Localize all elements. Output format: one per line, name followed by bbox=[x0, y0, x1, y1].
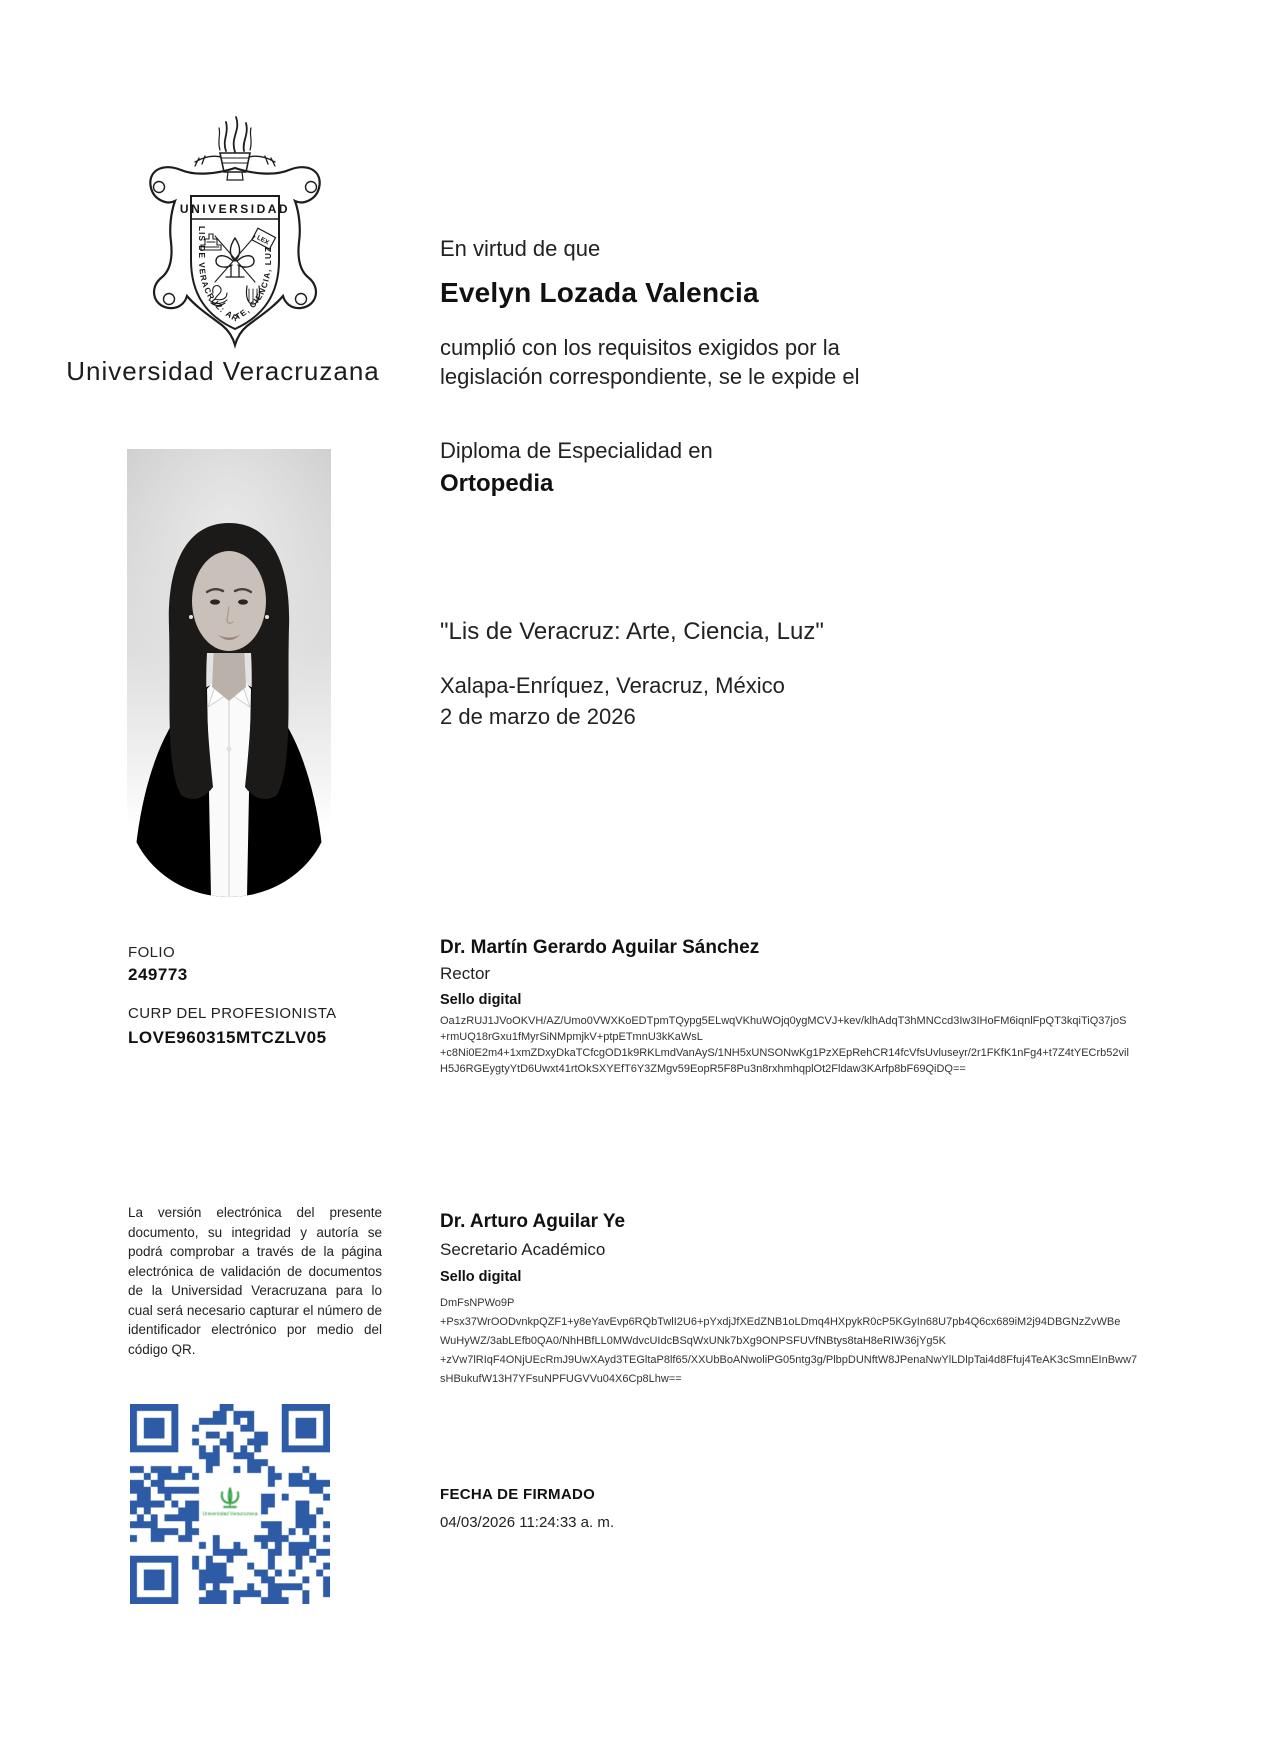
curp-value: LOVE960315MTCZLV05 bbox=[128, 1028, 327, 1047]
crest-drawing bbox=[125, 110, 345, 352]
motto-quote: "Lis de Veracruz: Arte, Ciencia, Luz" bbox=[440, 618, 824, 645]
seal-hash-line: sHBukufW13H7YFsuNPFUGVVu04X6Cp8Lhw== bbox=[440, 1373, 682, 1385]
graduate-photo bbox=[127, 449, 331, 897]
secretary-seal-label: Sello digital bbox=[440, 1269, 522, 1285]
seal-hash-line: DmFsNPWo9P bbox=[440, 1297, 515, 1309]
folio-value: 249773 bbox=[128, 965, 188, 984]
secretary-seal-hash bbox=[440, 1294, 1140, 1389]
statement-text: cumplió con los requisitos exigidos por la legislación correspondiente, se le expide el bbox=[440, 335, 860, 389]
folio-label: FOLIO bbox=[128, 944, 176, 961]
issue-place: Xalapa-Enríquez, Veracruz, México bbox=[440, 673, 785, 698]
seal-hash-line: +rmUQ18rGxu1fMyrSiNMpmjkV+ptpETmnU3kKaWsL bbox=[440, 1031, 703, 1043]
rector-seal-label: Sello digital bbox=[440, 992, 522, 1008]
crest-motto-arc: LIS DE VERACRUZ: ARTE, CIENCIA, LUZ bbox=[196, 226, 274, 324]
rector-title: Rector bbox=[440, 964, 491, 983]
seal-hash-line: +zVw7lRIqF4ONjUEcRmJ9UwXAyd3TEGltaP8lf65/XXUbBoANwoliPG05ntg3g/PlbpDUNftW8JPenaNwYlLDlpTai4d8Ffuj4TeAK3cSmnEInBww7 bbox=[440, 1354, 1138, 1366]
seal-hash-line: H5J6RGEygtyYtD6Uwxt41rtOkSXYEfT6Y3ZMgv59EopR5F8Pu3n8rxhmhqplOt2Fldaw3KArfp8bF69QiDQ== bbox=[440, 1063, 966, 1075]
seal-hash-line: +c8Ni0E2m4+1xmZDxyDkaTCfcgOD1k9RKLmdVanAyS/1NH5xUNSONwKg1PzXEpRehCR14fcVfsUvluseyr/2r1FKfK1nFg4+t7Z4tYECrb52vil bbox=[440, 1047, 1129, 1059]
recipient-name: Evelyn Lozada Valencia bbox=[440, 277, 759, 308]
university-name: Universidad Veracruzana bbox=[66, 356, 380, 386]
validation-note: La versión electrónica del presente documento, su integridad y autoría se podrá comprobar a través de la página electrónica de validación de documentos de la Universidad Veracruzana para lo cual será necesario capturar el número de identificador electrónico por medio del código QR. bbox=[128, 1205, 382, 1357]
secretary-name: Dr. Arturo Aguilar Ye bbox=[440, 1211, 626, 1232]
seal-hash-line: WuHyWZ/3abLEfb0QA0/NhHBfLL0MWdvcUIdcBSqWxUNk7bXg9ONPSFUVfNBtys8taH8eRIW36jYg5K bbox=[440, 1335, 946, 1347]
degree-name: Ortopedia bbox=[440, 470, 554, 497]
signing-date-label: FECHA DE FIRMADO bbox=[440, 1486, 596, 1503]
rector-seal-hash bbox=[440, 1013, 1140, 1077]
university-crest bbox=[125, 110, 345, 352]
rector-name: Dr. Martín Gerardo Aguilar Sánchez bbox=[440, 937, 760, 958]
signing-date-value: 04/03/2026 11:24:33 a. m. bbox=[440, 1514, 615, 1531]
issue-date: 2 de marzo de 2026 bbox=[440, 704, 636, 729]
secretary-title: Secretario Académico bbox=[440, 1240, 606, 1259]
seal-hash-line: Oa1zRUJ1JVoOKVH/AZ/Umo0VWXKoEDTpmTQypg5ELwqVKhuWOjq0ygMCVJ+kev/klhAdqT3hMNCcd3Iw3IHoFM6iqnlFpQT3kqiTiQ37joS bbox=[440, 1015, 1127, 1027]
portrait-drawing bbox=[127, 449, 331, 897]
degree-label: Diploma de Especialidad en bbox=[440, 438, 713, 463]
seal-hash-line: +Psx37WrOODvnkpQZF1+y8eYavEvp6RQbTwlI2U6+pYxdjJfXEdZNB1oLDmq4HXpykR0cP5KGyIn68U7pb4Q6cx689iM2j94DBGNzZvWBe bbox=[440, 1316, 1121, 1328]
validation-qr-code bbox=[130, 1404, 330, 1604]
crest-banner-text: UNIVERSIDAD bbox=[179, 202, 291, 216]
preamble-text: En virtud de que bbox=[440, 236, 601, 261]
curp-label: CURP DEL PROFESIONISTA bbox=[128, 1005, 337, 1022]
crest-lex-label: LEX bbox=[255, 234, 270, 247]
